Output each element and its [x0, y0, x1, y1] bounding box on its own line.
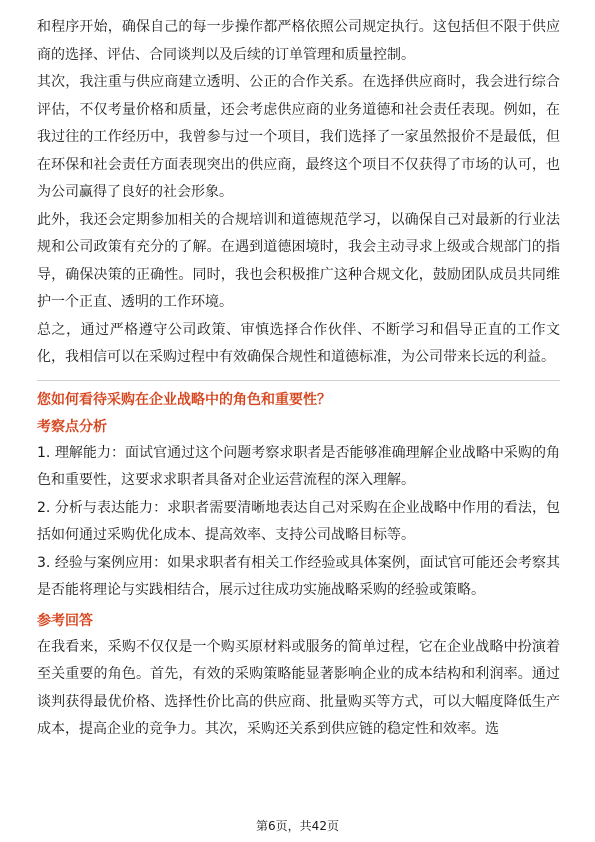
intro-paragraph-2: 其次，我注重与供应商建立透明、公正的合作关系。在选择供应商时，我会进行综合评估，不仅考量价格和质量，还会考虑供应商的业务道德和社会责任表现。例如，在我过往的工作经历中，我曾参与过一个项目，我们选择了一家虽然报价不是最低，但在环保和社会责任方面表现突出的供应商，最终这个项目不仅获得了市场的认可，也为公司赢得了良好的社会形象。 [37, 74, 560, 200]
intro-paragraph-1: 和程序开始，确保自己的每一步操作都严格依照公司规定执行。这包括但不限于供应商的选择、评估、合同谈判以及后续的订单管理和质量控制。 [37, 19, 560, 63]
analysis-heading: 考察点分析 [37, 418, 107, 435]
intro-paragraph-3: 此外，我还会定期参加相关的合规培训和道德规范学习，以确保自己对最新的行业法规和公司政策有充分的了解。在遇到道德困境时，我会主动寻求上级或合规部门的指导，确保决策的正确性。同时，我也会积极推广这种合规文化，鼓励团队成员共同维护一个正直、透明的工作环境。 [37, 211, 560, 310]
section-divider [37, 380, 560, 381]
analysis-item-3: 3. 经验与案例应用：如果求职者有相关工作经验或具体案例，面试官可能还会考察其是否能将理论与实践相结合，展示过往成功实施战略采购的经验或策略。 [37, 554, 560, 598]
question-heading: 您如何看待采购在企业战略中的角色和重要性？ [37, 391, 331, 408]
answer-heading: 参考回答 [37, 612, 93, 629]
document-page [37, 14, 560, 744]
intro-paragraph-4: 总之，通过严格遵守公司政策、审慎选择合作伙伴、不断学习和倡导正直的工作文化，我相信可以在采购过程中有效确保合规性和道德标准，为公司带来长远的利益。 [37, 321, 560, 365]
page-footer: 第6页，共42页 [256, 819, 339, 833]
analysis-item-2: 2. 分析与表达能力：求职者需要清晰地表达自己对采购在企业战略中作用的看法，包括如何通过采购优化成本、提高效率、支持公司战略目标等。 [37, 499, 560, 543]
analysis-item-1: 1. 理解能力：面试官通过这个问题考察求职者是否能够准确理解企业战略中采购的角色和重要性，这要求求职者具备对企业运营流程的深入理解。 [37, 444, 560, 488]
answer-paragraph-1: 在我看来，采购不仅仅是一个购买原材料或服务的简单过程，它在企业战略中扮演着至关重要的角色。首先，有效的采购策略能显著影响企业的成本结构和利润率。通过谈判获得最优价格、选择性价比高的供应商、批量购买等方式，可以大幅度降低生产成本，提高企业的竞争力。其次，采购还关系到供应链的稳定性和效率。选 [37, 638, 560, 737]
